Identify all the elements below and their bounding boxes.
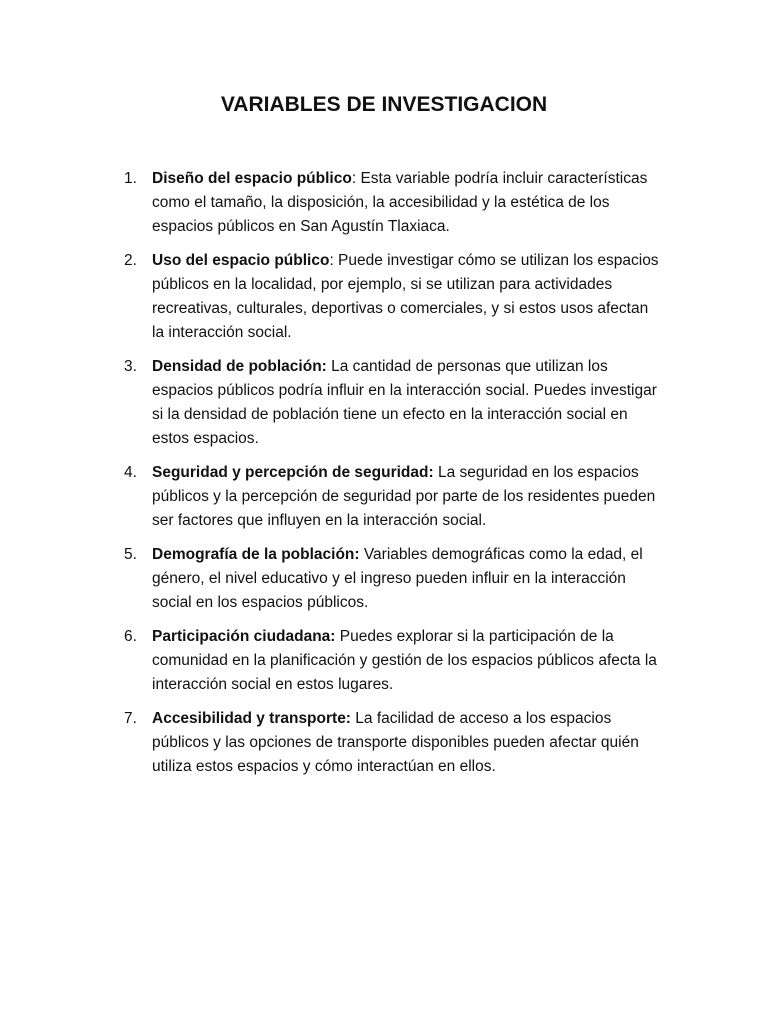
list-item-densidad: [124, 355, 664, 451]
item-number: 5.: [124, 546, 137, 563]
item-term: Diseño del espacio público: [152, 170, 352, 187]
list-item-accesibilidad: [124, 707, 664, 779]
list-item-uso: [124, 249, 664, 345]
document-title: VARIABLES DE INVESTIGACION: [220, 93, 548, 116]
list-item-participacion: [124, 625, 664, 697]
item-text: Variables demográficas como la edad, el género, el nivel educativo y el ingreso pueden influir en la interacción social en los espacios públicos.: [152, 546, 643, 611]
item-number: 3.: [124, 358, 137, 375]
item-number: 2.: [124, 252, 137, 269]
item-text: Puede investigar cómo se utilizan los espacios públicos en la localidad, por ejemplo, si se utilizan para actividades recreativas, culturales, deportivas o comerciales, y si estos usos afectan la interacción social.: [152, 252, 659, 341]
item-text: La cantidad de personas que utilizan los espacios públicos podría influir en la interacción social. Puedes investigar si la densidad de población tiene un efecto en la interacción social en estos espacios.: [152, 358, 657, 447]
item-term: Accesibilidad y transporte:: [152, 710, 351, 727]
item-term: Demografía de la población:: [152, 546, 360, 563]
list-item-diseno: [124, 167, 664, 239]
item-term: Uso del espacio público: [152, 252, 330, 269]
variables-list: [124, 167, 664, 789]
item-number: 6.: [124, 628, 137, 645]
item-text: Esta variable podría incluir características como el tamaño, la disposición, la accesibilidad y la estética de los espacios públicos en San Agustín Tlaxiaca.: [152, 170, 648, 235]
item-separator: :: [329, 252, 334, 269]
item-text: La facilidad de acceso a los espacios públicos y las opciones de transporte disponibles pueden afectar quién utiliza estos espacios y cómo interactúan en ellos.: [152, 710, 639, 775]
item-separator: :: [351, 170, 357, 187]
list-item-seguridad: [124, 461, 664, 533]
item-text: La seguridad en los espacios públicos y la percepción de seguridad por parte de los residentes pueden ser factores que influyen en la interacción social.: [152, 464, 656, 529]
item-term: Densidad de población:: [152, 358, 327, 375]
item-term: Seguridad y percepción de seguridad:: [152, 464, 434, 481]
item-number: 7.: [124, 710, 137, 727]
item-term: Participación ciudadana:: [152, 628, 336, 645]
item-number: 1.: [124, 170, 137, 187]
item-text: Puedes explorar si la participación de la comunidad en la planificación y gestión de los espacios públicos afecta la interacción social en estos lugares.: [152, 628, 657, 693]
list-item-demografia: [124, 543, 664, 615]
item-number: 4.: [124, 464, 137, 481]
